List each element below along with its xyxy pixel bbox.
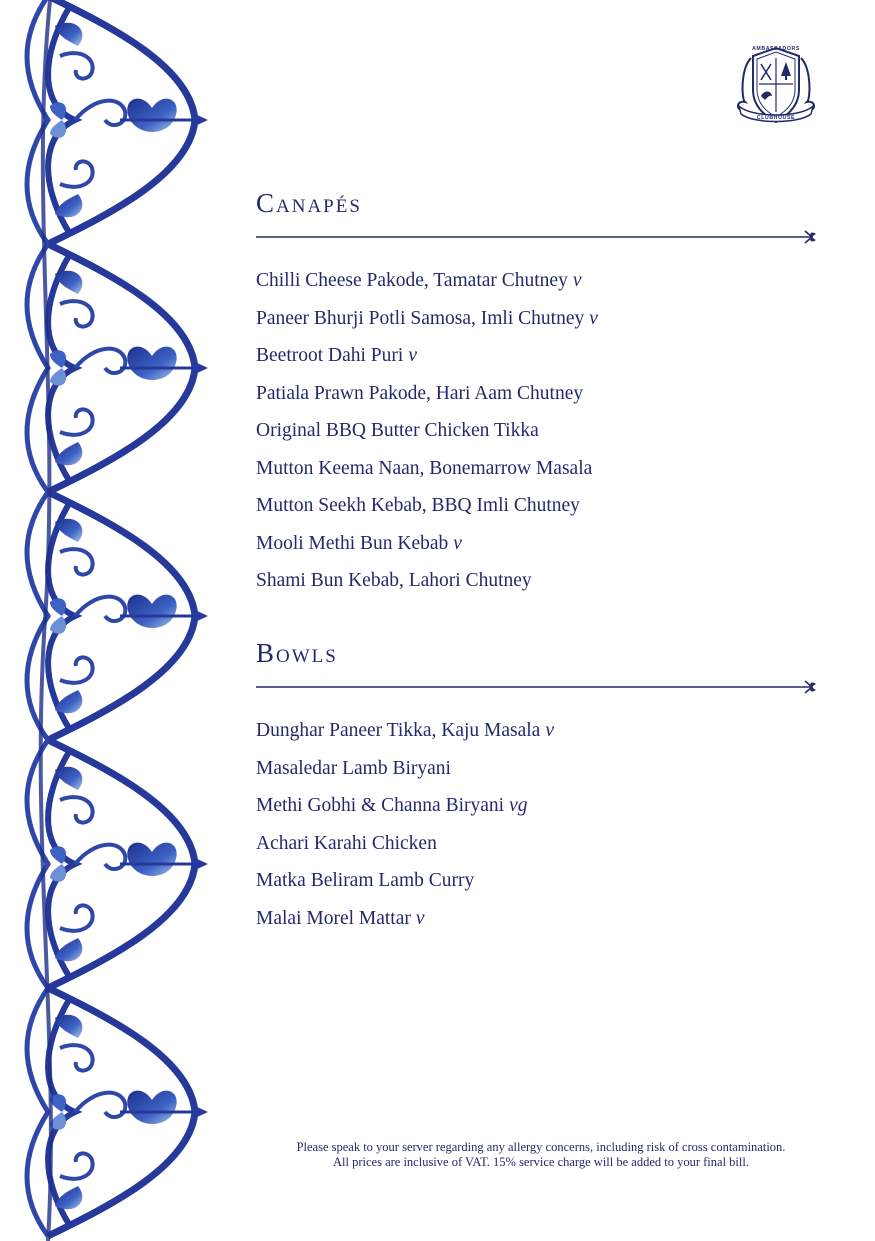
dietary-tag: v bbox=[572, 270, 582, 291]
section-title: Bowls bbox=[256, 638, 338, 668]
section-title: Canapés bbox=[256, 188, 362, 218]
menu-item: Mutton Seekh Kebab, BBQ Imli Chutney bbox=[256, 495, 580, 516]
menu-item: Methi Gobhi & Channa Biryani vg bbox=[256, 795, 528, 816]
crest-icon bbox=[731, 40, 821, 130]
menu-item: Patiala Prawn Pakode, Hari Aam Chutney bbox=[256, 382, 584, 404]
section-divider bbox=[256, 680, 818, 694]
decorative-floral-border bbox=[0, 0, 215, 1241]
footer-line-allergy: Please speak to your server regarding any allergy concerns, including risk of cross contamination. bbox=[296, 1140, 786, 1154]
dietary-tag: v bbox=[408, 345, 417, 366]
menu-item: Dunghar Paneer Tikka, Kaju Masala v bbox=[256, 720, 554, 741]
menu-item: Achari Karahi Chicken bbox=[256, 832, 437, 854]
dietary-tag: vg bbox=[509, 795, 528, 816]
footer-line-vat: All prices are inclusive of VAT. 15% service charge will be added to your final bill. bbox=[333, 1155, 749, 1169]
menu-section-bowls bbox=[256, 638, 818, 937]
menu-item: Mutton Keema Naan, Bonemarrow Masala bbox=[256, 457, 593, 479]
section-divider bbox=[256, 230, 818, 244]
menu-item: Masaledar Lamb Biryani bbox=[256, 757, 451, 779]
menu-item: Mooli Methi Bun Kebab v bbox=[256, 532, 462, 554]
menu-section-canapes bbox=[256, 188, 818, 600]
allergy-footer-note bbox=[256, 1140, 826, 1170]
arrow-divider-icon bbox=[256, 680, 818, 694]
menu-item: Paneer Bhurji Potli Samosa, Imli Chutney v bbox=[256, 307, 598, 329]
menu-item-list bbox=[256, 712, 818, 937]
dietary-tag: v bbox=[415, 907, 425, 929]
logo-top-text: AMBASSADORS bbox=[752, 46, 800, 52]
menu-item: Original BBQ Butter Chicken Tikka bbox=[256, 420, 539, 441]
menu-item: Shami Bun Kebab, Lahori Chutney bbox=[256, 570, 532, 591]
dietary-tag: v bbox=[589, 307, 598, 329]
menu-item-list bbox=[256, 262, 818, 600]
menu-item: Chilli Cheese Pakode, Tamatar Chutney v bbox=[256, 270, 582, 291]
dietary-tag: v bbox=[453, 532, 462, 554]
menu-item: Beetroot Dahi Puri v bbox=[256, 345, 417, 366]
menu-item: Matka Beliram Lamb Curry bbox=[256, 870, 475, 891]
arrow-divider-icon bbox=[256, 230, 818, 244]
dietary-tag: v bbox=[545, 720, 554, 741]
menu-item: Malai Morel Mattar v bbox=[256, 907, 425, 929]
clubhouse-crest-logo bbox=[731, 40, 821, 130]
logo-bottom-text: CLUBHOUSE bbox=[756, 115, 796, 121]
